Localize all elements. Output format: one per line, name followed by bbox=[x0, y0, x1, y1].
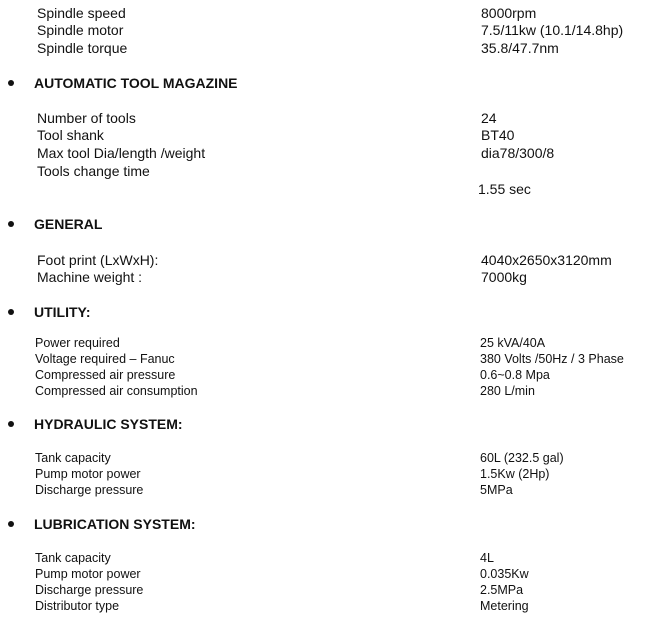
spec-value: 1.5Kw (2Hp) bbox=[480, 467, 550, 481]
spec-value: 4L bbox=[480, 551, 494, 565]
spec-value: 35.8/47.7nm bbox=[481, 40, 559, 56]
spec-value: Metering bbox=[480, 599, 529, 613]
spec-value: dia78/300/8 bbox=[481, 145, 555, 161]
spec-label: Compressed air consumption bbox=[35, 384, 198, 398]
bullet-icon bbox=[8, 309, 14, 315]
spec-label: Discharge pressure bbox=[35, 483, 144, 497]
spec-label: Max tool Dia/length /weight bbox=[37, 145, 206, 161]
spec-value: 4040x2650x3120mm bbox=[481, 252, 612, 268]
spec-value: 1.55 sec bbox=[478, 181, 531, 197]
spec-value: 7000kg bbox=[481, 269, 527, 285]
spec-value: 0.035Kw bbox=[480, 567, 529, 581]
spec-value: 24 bbox=[481, 110, 497, 126]
spec-label: Tool shank bbox=[37, 127, 104, 143]
spec-label: Discharge pressure bbox=[35, 583, 144, 597]
bullet-icon bbox=[8, 80, 14, 86]
spec-label: Power required bbox=[35, 336, 120, 350]
spec-value: 280 L/min bbox=[480, 384, 535, 398]
spec-value: BT40 bbox=[481, 127, 515, 143]
section-heading-general: GENERAL bbox=[34, 216, 103, 232]
spec-label: Tank capacity bbox=[35, 451, 111, 465]
spec-label: Pump motor power bbox=[35, 467, 141, 481]
spec-label: Foot print (LxWxH): bbox=[37, 252, 159, 268]
spec-label: Tank capacity bbox=[35, 551, 111, 565]
spec-label: Spindle speed bbox=[37, 5, 126, 21]
spec-value: 5MPa bbox=[480, 483, 513, 497]
spec-value: 7.5/11kw (10.1/14.8hp) bbox=[481, 22, 624, 38]
spec-label: Number of tools bbox=[37, 110, 136, 126]
bullet-icon bbox=[8, 521, 14, 527]
bullet-icon bbox=[8, 221, 14, 227]
spec-label: Compressed air pressure bbox=[35, 368, 176, 382]
spec-value: 60L (232.5 gal) bbox=[480, 451, 564, 465]
spec-value: 380 Volts /50Hz / 3 Phase bbox=[480, 352, 624, 366]
spec-value: 8000rpm bbox=[481, 5, 537, 21]
section-heading-utility: UTILITY: bbox=[34, 304, 91, 320]
spec-label: Spindle torque bbox=[37, 40, 128, 56]
spec-label: Spindle motor bbox=[37, 22, 124, 38]
spec-label: Pump motor power bbox=[35, 567, 141, 581]
section-heading-magazine: AUTOMATIC TOOL MAGAZINE bbox=[34, 75, 238, 91]
spec-label: Machine weight : bbox=[37, 269, 143, 285]
spec-value: 25 kVA/40A bbox=[480, 336, 546, 350]
bullet-icon bbox=[8, 421, 14, 427]
section-heading-lubrication: LUBRICATION SYSTEM: bbox=[34, 516, 196, 532]
section-heading-hydraulic: HYDRAULIC SYSTEM: bbox=[34, 416, 183, 432]
spec-label: Tools change time bbox=[37, 163, 150, 179]
spec-label: Voltage required – Fanuc bbox=[35, 352, 175, 366]
spec-value: 2.5MPa bbox=[480, 583, 524, 597]
spec-label: Distributor type bbox=[35, 599, 120, 613]
spec-value: 0.6~0.8 Mpa bbox=[480, 368, 550, 382]
